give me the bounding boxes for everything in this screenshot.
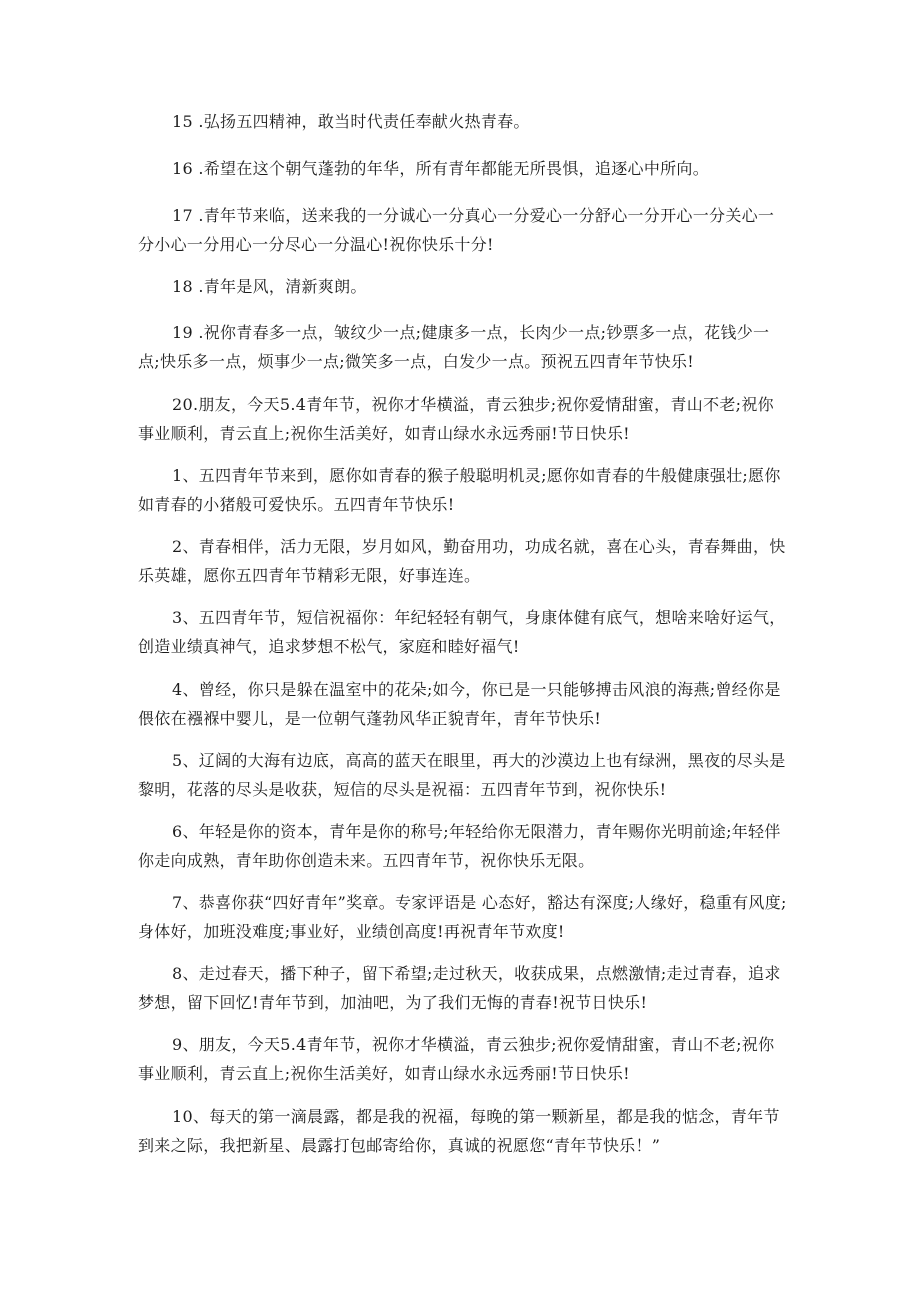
- paragraph-10: 10、每天的第一滴晨露，都是我的祝福，每晚的第一颗新星，都是我的惦念，青年节到来之际，我把新星、晨露打包邮寄给你，真诚的祝愿您“青年节快乐！”: [138, 1107, 780, 1155]
- paragraph-16: 16 .希望在这个朝气蓬勃的年华，所有青年都能无所畏惧，追逐心中所向。: [172, 159, 710, 178]
- paragraph-19: 19 .祝你青春多一点，皱纹少一点;健康多一点，长肉少一点;钞票多一点，花钱少一点;快乐多一点，烦事少一点;微笑多一点，白发少一点。预祝五四青年节快乐!: [138, 323, 770, 371]
- paragraph-4: 4、曾经，你只是躲在温室中的花朵;如今，你已是一只能够搏击风浪的海燕;曾经你是偎依在襁褓中婴儿，是一位朝气蓬勃风华正貌青年，青年节快乐!: [138, 680, 781, 728]
- paragraph-15: 15 .弘扬五四精神，敢当时代责任奉献火热青春。: [172, 112, 530, 131]
- paragraph-20: 20.朋友，今天5.4青年节，祝你才华横溢，青云独步;祝你爱情甜蜜，青山不老;祝你事业顺利，青云直上;祝你生活美好，如青山绿水永远秀丽!节日快乐!: [138, 395, 774, 443]
- paragraph-2: 2、青春相伴，活力无限，岁月如风，勤奋用功，功成名就，喜在心头，青春舞曲，快乐英雄，愿你五四青年节精彩无限，好事连连。: [138, 537, 786, 585]
- paragraph-6: 6、年轻是你的资本，青年是你的称号;年轻给你无限潜力，青年赐你光明前途;年轻伴你走向成熟，青年助你创造未来。五四青年节，祝你快乐无限。: [138, 822, 781, 870]
- paragraph-5: 5、辽阔的大海有边底，高高的蓝天在眼里，再大的沙漠边上也有绿洲，黑夜的尽头是黎明，花落的尽头是收获，短信的尽头是祝福：五四青年节到，祝你快乐!: [138, 751, 786, 799]
- paragraph-1: 1、五四青年节来到，愿你如青春的猴子般聪明机灵;愿你如青春的牛般健康强壮;愿你如青春的小猪般可爱快乐。五四青年节快乐!: [138, 466, 781, 514]
- paragraph-9: 9、朋友，今天5.4青年节，祝你才华横溢，青云独步;祝你爱情甜蜜，青山不老;祝你事业顺利，青云直上;祝你生活美好，如青山绿水永远秀丽!节日快乐!: [138, 1035, 775, 1083]
- paragraph-7: 7、恭喜你获“四好青年”奖章。专家评语是 心态好，豁达有深度;人缘好，稳重有风度;身体好，加班没难度;事业好，业绩创高度!再祝青年节欢度!: [138, 893, 787, 941]
- paragraph-18: 18 .青年是风，清新爽朗。: [172, 277, 367, 296]
- paragraph-8: 8、走过春天，播下种子，留下希望;走过秋天，收获成果，点燃激情;走过青春，追求梦想，留下回忆!青年节到，加油吧，为了我们无悔的青春!祝节日快乐!: [138, 964, 781, 1012]
- paragraph-17: 17 .青年节来临，送来我的一分诚心一分真心一分爱心一分舒心一分开心一分关心一分小心一分用心一分尽心一分温心!祝你快乐十分!: [138, 206, 775, 254]
- paragraph-3: 3、五四青年节，短信祝福你：年纪轻轻有朝气，身康体健有底气，想啥来啥好运气，创造业绩真神气，追求梦想不松气，家庭和睦好福气!: [138, 608, 786, 656]
